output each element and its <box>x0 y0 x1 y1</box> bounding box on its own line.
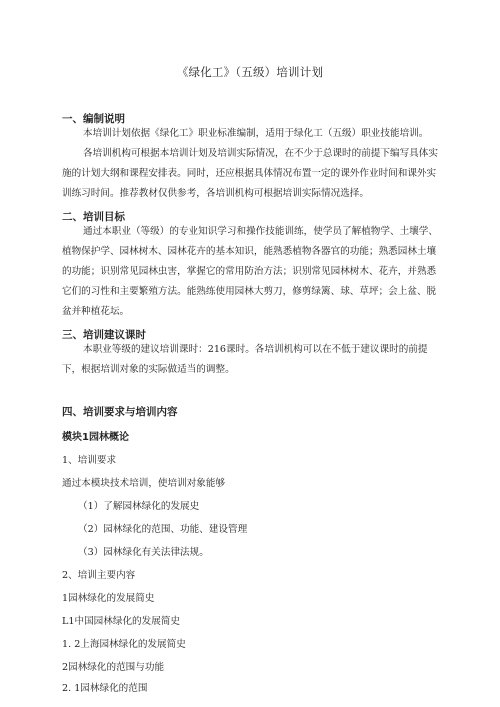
section-paragraph: 各培训机构可根据本培训计划及培训实际情况，在不少于总课时的前提下编写具体实施的计划大纲和课程安排表。同时，还应根据具体情况布置一定的课外作业时间和课外实训练习时间。推荐教材仅供参考，各培训机构可根据培训实际情况选择。 <box>62 148 438 199</box>
section-heading-objectives: 二、培训目标 <box>62 211 125 223</box>
section-paragraph: 本职业等级的建议培训课时：216课时。各培训机构可以在不低于建议课时的前提下，根据培训对象的实际做适当的调整。 <box>62 344 428 375</box>
content-line: L1中国园林绿化的发展简史 <box>62 616 181 627</box>
requirements-title: 1、培训要求 <box>62 455 117 466</box>
section-heading-requirements: 四、培训要求与培训内容 <box>62 406 178 418</box>
requirements-intro: 通过本模块技术培训，使培训对象能够 <box>62 478 226 489</box>
content-line: 2园林绿化的范围与功能 <box>62 662 165 673</box>
module-title: 模块1园林概论 <box>62 432 129 443</box>
section-paragraph: 本培训计划依据《绿化工》职业标准编制，适用于绿化工（五级）职业技能培训。 <box>83 128 429 139</box>
content-line: 2. 1园林绿化的范围 <box>62 683 148 694</box>
content-line: 1园林绿化的发展简史 <box>62 593 155 604</box>
section-heading-hours: 三、培训建议课时 <box>62 329 146 341</box>
document-title: 《绿化工》（五级）培训计划 <box>176 65 324 79</box>
content-line: 1. 2上海园林绿化的发展简史 <box>62 639 186 650</box>
requirement-item: （1）了解园林绿化的发展史 <box>78 501 200 512</box>
section-heading-compilation: 一、编制说明 <box>62 113 125 125</box>
requirement-item: （3）园林绿化有关法律法规。 <box>78 547 209 558</box>
requirement-item: （2）园林绿化的范围、功能、建设管理 <box>78 524 248 535</box>
section-paragraph: 通过本职业（等级）的专业知识学习和操作技能训练，使学员了解植物学、土壤学、植物保护学、园林树木、园林花卉的基本知识，能熟悉植物各器官的功能；熟悉园林土壤的功能；识别常见园林虫害，掌握它的常用防治方法；识别常见园林树木、花卉，并熟悉它们的习性和主要繁殖方法。能熟练使用园林大剪刀，修剪绿篱、球、草坪；会上盆、脱盆并种植花坛。 <box>62 226 438 317</box>
content-title: 2、培训主要内容 <box>62 570 136 581</box>
